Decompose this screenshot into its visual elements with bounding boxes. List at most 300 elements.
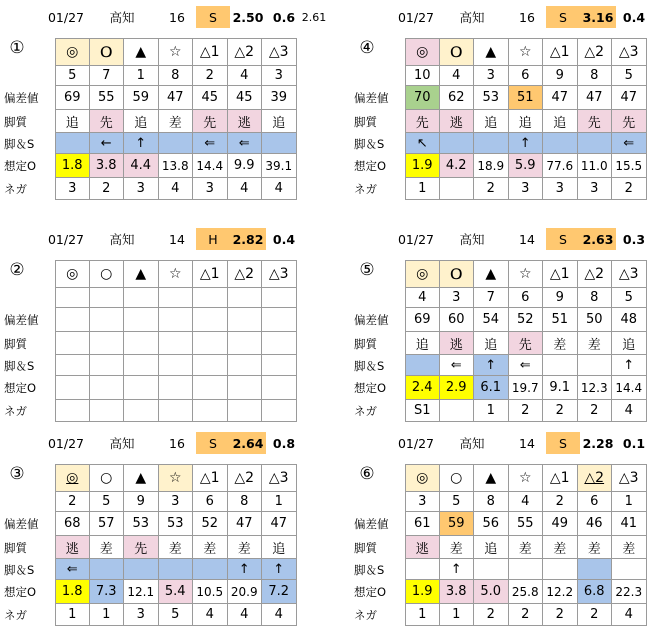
mark-cell: △1 <box>543 464 578 492</box>
race-block-4 <box>350 6 650 206</box>
nega-cell: 2 <box>578 400 613 422</box>
mark-cell: ☆ <box>159 464 194 492</box>
arrow-cell <box>405 559 440 580</box>
dev-cell: 47 <box>543 86 578 110</box>
mark-cell: △2 <box>578 38 613 66</box>
row-label: 脚＆S <box>354 136 385 151</box>
nega-cell: 2 <box>509 400 544 422</box>
race-value-3 <box>300 432 328 454</box>
arrow-cell <box>578 133 613 154</box>
mark-cell: △3 <box>262 464 297 492</box>
odds-cell: 77.6 <box>543 154 578 178</box>
style-cell: 追 <box>262 110 297 133</box>
row-label: 偏差値 <box>4 517 39 531</box>
row-label: 脚＆S <box>4 136 35 151</box>
style-cell: 追 <box>474 332 509 355</box>
race-number: ④ <box>359 38 375 58</box>
race-place: 高知 <box>109 10 135 25</box>
odds-cell: 5.4 <box>159 580 194 604</box>
row-label: 脚＆S <box>4 562 35 577</box>
horses-cell: 5 <box>612 66 647 86</box>
race-value-2: 0.3 <box>622 231 646 247</box>
style-cell: 差 <box>543 536 578 559</box>
row-label: 脚質 <box>4 540 27 555</box>
mark-cell: ◎ <box>55 260 90 288</box>
odds-cell: 9.1 <box>543 376 578 400</box>
odds-cell <box>124 376 159 400</box>
dev-cell: 46 <box>578 512 613 536</box>
race-block-3 <box>0 432 300 632</box>
style-cell: 逃 <box>55 536 90 559</box>
race-place: 高知 <box>459 232 485 247</box>
race-count: 14 <box>519 435 535 451</box>
horses-cell: 6 <box>193 492 228 512</box>
arrow-cell <box>474 133 509 154</box>
nega-cell: 4 <box>612 604 647 626</box>
race-grade: S <box>196 432 230 454</box>
nega-cell <box>159 400 194 422</box>
nega-cell: 2 <box>543 604 578 626</box>
horses-cell: 1 <box>262 492 297 512</box>
row-label: 偏差値 <box>354 517 389 531</box>
odds-cell: 10.5 <box>193 580 228 604</box>
mark-cell: ▲ <box>124 38 159 66</box>
dev-cell: 54 <box>474 308 509 332</box>
style-cell: 追 <box>474 110 509 133</box>
nega-cell: 4 <box>228 178 263 200</box>
race-count: 16 <box>519 9 535 25</box>
arrow-cell <box>474 559 509 580</box>
dev-cell: 47 <box>578 86 613 110</box>
arrow-cell: ↑ <box>228 559 263 580</box>
odds-cell: 2.9 <box>440 376 475 400</box>
mark-cell: ◎ <box>405 38 440 66</box>
style-cell <box>55 332 90 355</box>
race-date: 01/27 <box>47 9 85 25</box>
dev-cell: 47 <box>159 86 194 110</box>
race-value-3 <box>300 228 328 250</box>
horses-cell: 2 <box>55 492 90 512</box>
horses-cell: 8 <box>474 492 509 512</box>
mark-cell: △1 <box>193 38 228 66</box>
horses-cell: 3 <box>159 492 194 512</box>
arrow-cell: ↖ <box>405 133 440 154</box>
odds-cell: 19.7 <box>509 376 544 400</box>
odds-cell: 2.4 <box>405 376 440 400</box>
horses-cell <box>228 288 263 308</box>
odds-cell: 12.2 <box>543 580 578 604</box>
mark-cell: ▲ <box>124 260 159 288</box>
arrow-cell <box>159 355 194 376</box>
nega-cell <box>193 400 228 422</box>
odds-cell: 5.0 <box>474 580 509 604</box>
mark-cell: ○ <box>440 464 475 492</box>
race-value-3 <box>650 432 661 454</box>
style-cell: 追 <box>55 110 90 133</box>
row-label: 偏差値 <box>4 91 39 105</box>
horses-cell: 3 <box>405 492 440 512</box>
mark-cell: △3 <box>262 38 297 66</box>
row-label: 偏差値 <box>4 313 39 327</box>
dev-cell: 55 <box>509 512 544 536</box>
arrow-cell <box>124 559 159 580</box>
mark-cell: ◎ <box>405 464 440 492</box>
dev-cell <box>55 308 90 332</box>
style-cell: 先 <box>90 110 125 133</box>
odds-cell: 1.9 <box>405 580 440 604</box>
mark-cell: ☆ <box>159 260 194 288</box>
odds-cell: 3.8 <box>440 580 475 604</box>
style-cell: 先 <box>193 110 228 133</box>
dev-cell: 61 <box>405 512 440 536</box>
race-date: 01/27 <box>397 435 435 451</box>
mark-cell: ☆ <box>509 38 544 66</box>
race-number: ① <box>9 38 25 58</box>
mark-cell: ☆ <box>509 464 544 492</box>
row-label: 脚質 <box>4 336 27 351</box>
horses-cell: 6 <box>509 288 544 308</box>
style-cell: 追 <box>509 110 544 133</box>
arrow-cell <box>193 355 228 376</box>
row-label: 想定O <box>354 159 387 173</box>
mark-cell: △1 <box>543 260 578 288</box>
style-cell: 差 <box>159 110 194 133</box>
horses-cell: 5 <box>55 66 90 86</box>
horses-cell: 8 <box>228 492 263 512</box>
race-block-1 <box>0 6 327 206</box>
race-place: 高知 <box>459 436 485 451</box>
horses-cell: 4 <box>228 66 263 86</box>
nega-cell: 2 <box>612 178 647 200</box>
style-cell: 追 <box>262 536 297 559</box>
arrow-cell: ↑ <box>124 133 159 154</box>
horses-cell: 6 <box>578 492 613 512</box>
race-value-3: 2.61 <box>301 10 327 24</box>
mark-cell: ☆ <box>509 260 544 288</box>
race-value-2: 0.1 <box>622 435 646 451</box>
race-value-1: 3.16 <box>580 6 616 28</box>
mark-cell: Ｏ <box>90 38 125 66</box>
nega-cell: 3 <box>124 604 159 626</box>
horses-cell <box>262 288 297 308</box>
dev-cell: 47 <box>262 512 297 536</box>
arrow-cell <box>55 355 90 376</box>
dev-cell: 45 <box>193 86 228 110</box>
race-value-2: 0.8 <box>272 435 296 451</box>
horses-cell: 5 <box>612 288 647 308</box>
mark-cell: △2 <box>578 260 613 288</box>
race-value-1: 2.82 <box>230 228 266 250</box>
nega-cell <box>228 400 263 422</box>
arrow-cell <box>578 559 613 580</box>
horses-cell: 3 <box>474 66 509 86</box>
race-date: 01/27 <box>47 435 85 451</box>
odds-cell: 39.1 <box>262 154 297 178</box>
nega-cell: 1 <box>405 604 440 626</box>
style-cell: 差 <box>159 536 194 559</box>
race-value-1: 2.63 <box>580 228 616 250</box>
mark-cell: Ｏ <box>440 38 475 66</box>
dev-cell: 70 <box>405 86 440 110</box>
row-label: 脚＆S <box>354 562 385 577</box>
race-place: 高知 <box>109 232 135 247</box>
row-label: 脚質 <box>4 114 27 129</box>
row-label: 想定O <box>4 585 37 599</box>
odds-cell: 15.5 <box>612 154 647 178</box>
style-cell: 差 <box>509 536 544 559</box>
horses-cell: 8 <box>578 66 613 86</box>
style-cell: 差 <box>543 332 578 355</box>
dev-cell: 52 <box>193 512 228 536</box>
dev-cell: 47 <box>228 512 263 536</box>
nega-cell: 4 <box>159 178 194 200</box>
odds-cell: 6.1 <box>474 376 509 400</box>
arrow-cell <box>90 355 125 376</box>
nega-cell <box>90 400 125 422</box>
race-number: ② <box>9 260 25 280</box>
dev-cell: 39 <box>262 86 297 110</box>
mark-cell: △2 <box>228 464 263 492</box>
dev-cell: 68 <box>55 512 90 536</box>
style-cell: 追 <box>405 332 440 355</box>
row-label: 脚質 <box>354 540 377 555</box>
dev-cell <box>159 308 194 332</box>
row-label: 脚＆S <box>354 358 385 373</box>
dev-cell: 45 <box>228 86 263 110</box>
odds-cell <box>159 376 194 400</box>
horses-cell: 1 <box>612 492 647 512</box>
dev-cell: 49 <box>543 512 578 536</box>
nega-cell <box>124 400 159 422</box>
nega-cell: 4 <box>193 604 228 626</box>
style-cell: 逃 <box>228 110 263 133</box>
mark-cell: △1 <box>193 464 228 492</box>
race-number: ③ <box>9 464 25 484</box>
race-value-2: 0.4 <box>272 231 296 247</box>
row-label: 偏差値 <box>354 91 389 105</box>
nega-cell: 3 <box>193 178 228 200</box>
arrow-cell: ↑ <box>509 133 544 154</box>
race-block-6 <box>350 432 650 632</box>
race-number: ⑥ <box>359 464 375 484</box>
odds-cell: 18.9 <box>474 154 509 178</box>
row-label: 想定O <box>4 381 37 395</box>
odds-cell <box>262 376 297 400</box>
horses-cell: 7 <box>90 66 125 86</box>
race-grade: S <box>546 228 580 250</box>
row-label: 脚質 <box>354 336 377 351</box>
odds-cell: 3.8 <box>90 154 125 178</box>
nega-cell: 2 <box>578 604 613 626</box>
horses-cell: 3 <box>440 288 475 308</box>
nega-cell: 4 <box>228 604 263 626</box>
nega-cell: 1 <box>405 178 440 200</box>
dev-cell: 53 <box>159 512 194 536</box>
style-cell: 先 <box>509 332 544 355</box>
style-cell: 追 <box>124 110 159 133</box>
arrow-cell <box>124 355 159 376</box>
arrow-cell: ⇐ <box>612 133 647 154</box>
arrow-cell <box>578 355 613 376</box>
arrow-cell <box>262 133 297 154</box>
mark-cell: △1 <box>193 260 228 288</box>
arrow-cell: ⇐ <box>440 355 475 376</box>
horses-cell <box>90 288 125 308</box>
style-cell <box>124 332 159 355</box>
nega-cell: 3 <box>124 178 159 200</box>
mark-cell: ◎ <box>405 260 440 288</box>
horses-cell: 2 <box>543 492 578 512</box>
odds-cell: 1.8 <box>55 580 90 604</box>
style-cell <box>228 332 263 355</box>
arrow-cell <box>543 559 578 580</box>
horses-cell: 2 <box>193 66 228 86</box>
dev-cell: 51 <box>509 86 544 110</box>
mark-cell: ▲ <box>124 464 159 492</box>
horses-cell: 4 <box>440 66 475 86</box>
mark-cell: ◎ <box>55 38 90 66</box>
mark-cell: ◎ <box>55 464 90 492</box>
arrow-cell: ↑ <box>612 355 647 376</box>
race-number: ⑤ <box>359 260 375 280</box>
nega-cell <box>440 178 475 200</box>
race-value-1: 2.28 <box>582 435 614 451</box>
arrow-cell <box>55 133 90 154</box>
horses-cell: 5 <box>90 492 125 512</box>
odds-cell: 6.8 <box>578 580 613 604</box>
row-label: 想定O <box>4 159 37 173</box>
dev-cell: 57 <box>90 512 125 536</box>
odds-cell: 5.9 <box>509 154 544 178</box>
odds-cell: 13.8 <box>159 154 194 178</box>
mark-cell: △2 <box>228 260 263 288</box>
race-place: 高知 <box>459 10 485 25</box>
style-cell: 差 <box>228 536 263 559</box>
row-label: ネガ <box>354 404 377 418</box>
row-label: 想定O <box>354 585 387 599</box>
mark-cell: ▲ <box>474 38 509 66</box>
dev-cell: 55 <box>90 86 125 110</box>
arrow-cell: ← <box>90 133 125 154</box>
arrow-cell: ⇐ <box>193 133 228 154</box>
mark-cell: △3 <box>612 464 647 492</box>
nega-cell: 1 <box>90 604 125 626</box>
nega-cell: 3 <box>55 178 90 200</box>
style-cell: 差 <box>440 536 475 559</box>
dev-cell <box>262 308 297 332</box>
arrow-cell: ⇐ <box>228 133 263 154</box>
style-cell <box>90 332 125 355</box>
style-cell <box>193 332 228 355</box>
row-label: ネガ <box>354 182 377 196</box>
dev-cell: 56 <box>474 512 509 536</box>
odds-cell: 7.3 <box>90 580 125 604</box>
odds-cell: 4.4 <box>124 154 159 178</box>
mark-cell: ▲ <box>474 260 509 288</box>
odds-cell <box>55 376 90 400</box>
nega-cell: 2 <box>543 400 578 422</box>
arrow-cell <box>440 133 475 154</box>
mark-cell: △2 <box>228 38 263 66</box>
mark-cell: Ｏ <box>440 260 475 288</box>
arrow-cell <box>509 559 544 580</box>
arrow-cell: ⇐ <box>55 559 90 580</box>
arrow-cell <box>159 559 194 580</box>
horses-cell: 9 <box>124 492 159 512</box>
race-date: 01/27 <box>397 231 435 247</box>
row-label: ネガ <box>354 608 377 622</box>
nega-cell: 2 <box>90 178 125 200</box>
odds-cell: 9.9 <box>228 154 263 178</box>
dev-cell <box>124 308 159 332</box>
dev-cell: 51 <box>543 308 578 332</box>
odds-cell: 12.1 <box>124 580 159 604</box>
nega-cell: S1 <box>405 400 440 422</box>
style-cell: 差 <box>193 536 228 559</box>
mark-cell: △3 <box>612 260 647 288</box>
nega-cell: 2 <box>474 604 509 626</box>
dev-cell: 59 <box>440 512 475 536</box>
nega-cell <box>262 400 297 422</box>
style-cell: 差 <box>612 536 647 559</box>
style-cell: 追 <box>612 332 647 355</box>
horses-cell <box>124 288 159 308</box>
dev-cell: 53 <box>124 512 159 536</box>
dev-cell: 52 <box>509 308 544 332</box>
row-label: ネガ <box>4 608 27 622</box>
horses-cell: 5 <box>440 492 475 512</box>
odds-cell: 4.2 <box>440 154 475 178</box>
odds-cell <box>193 376 228 400</box>
horses-cell <box>55 288 90 308</box>
dev-cell: 60 <box>440 308 475 332</box>
style-cell: 差 <box>90 536 125 559</box>
race-value-1: 2.50 <box>232 9 264 25</box>
style-cell: 逃 <box>405 536 440 559</box>
style-cell: 差 <box>578 332 613 355</box>
odds-cell: 14.4 <box>193 154 228 178</box>
arrow-cell <box>543 133 578 154</box>
nega-cell <box>440 400 475 422</box>
odds-cell: 7.2 <box>262 580 297 604</box>
row-label: 脚＆S <box>4 358 35 373</box>
horses-cell: 4 <box>509 492 544 512</box>
nega-cell: 3 <box>509 178 544 200</box>
race-value-3 <box>650 228 661 250</box>
horses-cell: 10 <box>405 66 440 86</box>
nega-cell: 4 <box>262 604 297 626</box>
horses-cell: 8 <box>578 288 613 308</box>
mark-cell: △3 <box>612 38 647 66</box>
horses-cell: 6 <box>509 66 544 86</box>
nega-cell: 1 <box>474 400 509 422</box>
nega-cell: 5 <box>159 604 194 626</box>
dev-cell: 50 <box>578 308 613 332</box>
arrow-cell <box>612 559 647 580</box>
race-block-2 <box>0 228 300 428</box>
race-count: 16 <box>169 9 185 25</box>
nega-cell: 4 <box>612 400 647 422</box>
odds-cell: 12.3 <box>578 376 613 400</box>
odds-cell <box>228 376 263 400</box>
dev-cell: 53 <box>474 86 509 110</box>
row-label: ネガ <box>4 404 27 418</box>
race-value-2: 0.6 <box>272 9 296 25</box>
odds-cell: 25.8 <box>509 580 544 604</box>
race-date: 01/27 <box>47 231 85 247</box>
odds-cell: 20.9 <box>228 580 263 604</box>
dev-cell: 47 <box>612 86 647 110</box>
